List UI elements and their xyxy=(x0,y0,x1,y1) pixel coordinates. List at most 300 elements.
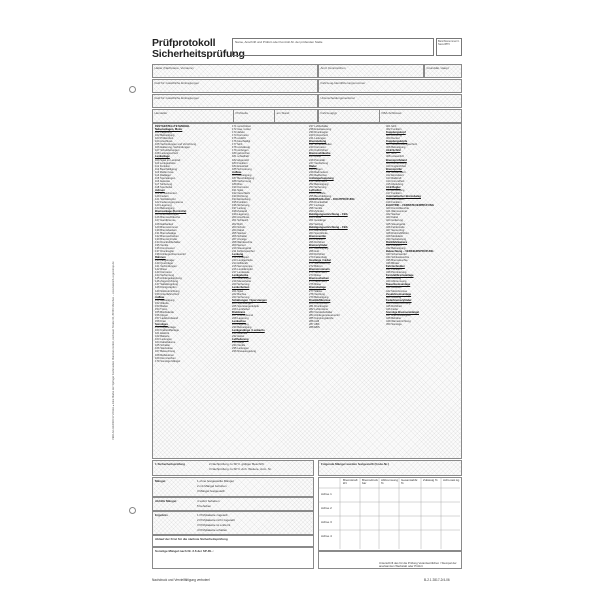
defect-item: 241 Leitungen xyxy=(309,137,327,141)
defect-item: 110 Lenkgetriebe xyxy=(155,161,176,165)
defect-item: 175 undicht xyxy=(232,137,246,141)
defect-section-heading: Luftreifen xyxy=(309,188,322,192)
manufacturer-label: Hersteller xyxy=(154,110,168,115)
tester-address-box[interactable] xyxy=(232,38,434,56)
defect-item: 439 Wirkung xyxy=(386,277,402,281)
remedy-1: 4 sofort beheben xyxy=(197,499,220,503)
defect-section-heading: Drehkranz xyxy=(232,310,246,314)
defect-item: 249 Radmuttern xyxy=(309,170,329,174)
defect-item: 418 Nachsteller xyxy=(386,198,405,202)
defect-item: 122 Federungssysteme xyxy=(155,201,184,205)
defect-item: 109 Spiel im Lenkrad xyxy=(155,158,181,162)
defect-item: 442 Motorbremse xyxy=(386,289,408,293)
tester-address-label: Name, Anschrift und Prüfort oder Kontroll-Nr. der prüfenden Stelle xyxy=(235,40,323,44)
footer-right: B-2.1 2817-2/4-06 xyxy=(424,578,450,582)
defect-item: 226 Lenkhebel xyxy=(232,307,250,311)
defect-item: 102 Befestigung xyxy=(155,134,175,138)
manufacturer-field[interactable] xyxy=(152,109,234,123)
defect-section-heading: Dauerbremsanlage xyxy=(386,283,411,287)
defect-item: 413 Radkraft xyxy=(386,176,402,180)
defect-item: 156 Kipper xyxy=(155,313,168,317)
defect-item: 150 Unterfahrschutz xyxy=(155,292,180,296)
defect-item: 151 Befestigung xyxy=(155,298,175,302)
defect-section-heading: Aufbau xyxy=(232,170,242,174)
defect-item: 260 Pedal xyxy=(309,216,322,220)
defect-item: 233 Bälge xyxy=(232,341,245,345)
defect-section-heading: Federbremszylinder xyxy=(386,298,412,302)
defect-item: 279 Befestigung xyxy=(309,295,329,299)
defect-item: 266 Dichtheit xyxy=(309,240,325,244)
defect-item: 405 Verwechslungsschutz xyxy=(386,143,418,147)
defect-item: 194 Einstellung xyxy=(232,198,251,202)
defect-item: 256 Druckabfall xyxy=(309,201,328,205)
axle-2-label: Achse 2 xyxy=(321,506,332,510)
defect-item: 436 Blinker xyxy=(386,262,400,266)
defect-section-heading: Schaltungen / Spurstangen xyxy=(232,298,267,302)
defect-item: 435 Bremsleuchte xyxy=(386,259,408,263)
defect-item: 166 Steckdose xyxy=(155,347,173,351)
defect-item: 114 Radlager xyxy=(155,173,171,177)
owner-field[interactable] xyxy=(152,64,318,78)
defect-item: 262 Seilzug xyxy=(309,222,324,226)
defect-item: 268 Hub xyxy=(309,249,320,253)
defect-column-3 xyxy=(309,125,385,455)
defect-section-heading: FESTGESTELLTE MÄNGEL xyxy=(155,125,190,128)
punch-hole-bottom xyxy=(129,507,136,514)
defect-item: 281 Druckregler xyxy=(309,304,329,308)
defect-item: 115 Spurstangen xyxy=(155,176,176,180)
plate-label: Amtl. Kennzeichen xyxy=(320,65,346,70)
defect-item: 258 Ventile xyxy=(309,207,323,211)
defect-item: 423 Kabel xyxy=(386,216,399,220)
defect-item: 209 Sensor xyxy=(232,243,246,247)
other-defects-label: Sonstige Mängel nach Nr. 2.6 der SP-RL.: xyxy=(155,549,214,553)
defect-item: 192 Verschleiß xyxy=(232,192,250,196)
defect-item: 424 Isolierung xyxy=(386,219,403,223)
result-3: 3 Prüfplakette ist entfernt xyxy=(197,523,231,527)
defect-section-heading: Lenkung xyxy=(232,252,244,256)
defect-section-heading: ELEKTRIK – FERNSTEUERPRÜFUNG xyxy=(386,204,434,208)
defect-item: 264 Sperrklinke xyxy=(309,231,328,235)
defect-section-heading: Automatischer Bremsbeleg xyxy=(386,195,421,199)
remedy-box[interactable] xyxy=(152,497,314,511)
defect-item: 121 Stoßdämpfer xyxy=(155,198,176,202)
defect-item: 448 Behälter xyxy=(386,316,402,320)
defect-item: 429 Modulator xyxy=(386,234,404,238)
test-type-text: 2 Nachprüfung zu SP lt. gültiger Beschrift. xyxy=(209,462,265,466)
defect-item: 406 Befestigung xyxy=(386,146,406,150)
defect-item: 158 Kran xyxy=(155,320,166,323)
defect-section-heading: Gestänge / Hebel xyxy=(309,259,331,263)
result-1: 1 Prüfplakette zugeteilt xyxy=(197,513,228,517)
axle-3-label: Achse 3 xyxy=(321,520,332,524)
tested-field[interactable] xyxy=(233,109,275,123)
defect-item: 415 Abstufung xyxy=(386,182,404,186)
defect-item: 219 Manschette xyxy=(232,280,252,284)
defect-item: 183 Funktion xyxy=(232,161,248,165)
defect-item: 152 Wände xyxy=(155,301,169,305)
defect-item: 119 Achsschenkel xyxy=(155,192,177,196)
defect-item: 165 Schalter xyxy=(155,344,171,348)
defect-section-heading: Bremsprüfer xyxy=(386,167,403,171)
defect-item: 182 abgenutzt xyxy=(232,158,250,162)
defect-item: 443 Wirkung xyxy=(386,295,402,299)
defect-item: 271 Nachstellung xyxy=(309,262,330,266)
defect-item: 153 Boden xyxy=(155,304,169,308)
defect-item: 273 Verschleiß xyxy=(309,271,327,275)
defect-item: 251 Verschleiß xyxy=(309,179,327,183)
defect-item: 272 Bolzen xyxy=(309,265,323,269)
defect-item: 246 Porosität xyxy=(309,158,325,162)
defect-item: 193 Dichtung xyxy=(232,195,248,199)
defect-item: 215 Servopumpe xyxy=(232,265,253,269)
defect-item: 179 verbogen xyxy=(232,149,249,153)
defect-item: 434 Schlussleuchte xyxy=(386,256,410,260)
defect-section-heading: Zusatzbremsanlage xyxy=(386,292,412,296)
defect-item: 276 Risse xyxy=(309,283,321,287)
defects-major: 3 Mängel festgestellt xyxy=(197,489,225,493)
defect-item: 126 Bremsschläuche xyxy=(155,216,181,220)
defect-section-heading: Feststellbremsanlage xyxy=(386,274,414,278)
defect-item: 187 Beschädigung xyxy=(232,176,255,180)
defect-item: 274 Risse xyxy=(309,274,321,278)
defect-item: 220 Sicherung xyxy=(232,283,250,287)
signature-label: Unterschrift des für die Prüfung Verantwortlichen / Stempel der anerkannten Werkstatt oder Prüfort xyxy=(379,561,457,569)
defect-section-heading: Lenkgestänge / Lenkachs xyxy=(232,329,265,333)
defect-item: 285 Kupplungsköpfe xyxy=(309,316,334,320)
defect-item: 440 Abbremsung xyxy=(386,280,407,284)
defect-item: 261 Gestänge xyxy=(309,219,326,223)
defect-section-heading: Rahmen xyxy=(155,256,166,260)
defect-item: 112 Beschädigung xyxy=(155,167,178,171)
defect-item: 201 Schlauch xyxy=(232,219,249,223)
title-line-1: Prüfprotokoll xyxy=(152,37,216,49)
defect-section-heading: Anhängerkupplung xyxy=(309,176,334,180)
defect-item: 140 Querträger xyxy=(155,262,174,266)
defect-section-heading: BREMSANLAGE – DICHTPRÜFUNG xyxy=(309,198,355,202)
defect-section-heading: Bremsscheiben xyxy=(309,277,330,281)
defect-item: 283 Vorratsbehälter xyxy=(309,310,333,314)
checkbox-label: Unterscheidungsmerkmal xyxy=(320,95,355,100)
defect-item: 408 unleserlich xyxy=(386,155,405,159)
defect-item: 185 Schmierung xyxy=(232,167,252,171)
defect-item: 286 ALB xyxy=(309,320,320,323)
defect-item: 407 fehlt xyxy=(386,152,397,156)
defect-item: 414 Unrundheit xyxy=(386,179,405,183)
defect-item: 239 Druckregler xyxy=(309,131,329,135)
defect-item: 160 Kraftstoffanlage xyxy=(155,329,180,333)
extra-field-1-label: Feld für zusätzliche Eintragungen xyxy=(154,80,200,85)
defect-item: 113 Reifen lose xyxy=(155,170,174,174)
defect-item: 210 Steuergerät xyxy=(232,246,252,250)
kba-field[interactable] xyxy=(379,109,462,123)
defect-item: 211 Fehlerspeicher xyxy=(232,249,255,253)
defect-item: 227 Drehschemel xyxy=(232,313,254,317)
defect-item: 441 Retarder xyxy=(386,286,402,290)
defect-item: 101 Lagerung xyxy=(155,131,172,135)
defect-item: 254 Profiltiefe xyxy=(309,192,326,196)
defect-item: 173 defekt xyxy=(232,131,245,135)
defect-item: 171 verschoben xyxy=(232,125,252,128)
result-2: 2 Prüfplakette nicht zugeteilt xyxy=(197,518,235,522)
defect-item: 177 fehlt xyxy=(232,143,243,147)
defect-section-heading: Sonstige Bremsenmängel xyxy=(386,310,420,314)
defect-item: 167 Beleuchtung xyxy=(155,350,176,354)
side-text: VERLAG HEINRICH VOGEL ▸ Eine Marke der Springer Fachmedien München GmbH, Aschauer Straße 30, 81549 München – www.heinrich-vogel-shop.de xyxy=(112,261,115,440)
defect-item: 169 Kennzeichen xyxy=(155,356,176,360)
defect-item: 229 Lagerung xyxy=(232,323,249,327)
defect-item: 190 Korrosion xyxy=(232,185,249,189)
defect-item: 243 Korrosion xyxy=(309,146,326,150)
defect-item: 162 Batterie xyxy=(155,335,170,339)
defect-item: 288 EBS xyxy=(309,326,320,330)
defect-item: 217 Lenksäule xyxy=(232,271,250,275)
defect-item: 206 Schalter xyxy=(232,234,248,238)
defect-item: 235 Leitungen xyxy=(232,347,250,351)
defect-item: 287 ABS xyxy=(309,323,320,327)
defect-item: 230 Befestigung xyxy=(232,326,252,330)
defect-item: 107 Schutzleitungen xyxy=(155,149,180,153)
defect-item: 252 Befestigung xyxy=(309,182,329,186)
defect-item: 176 beschädigt xyxy=(232,140,251,144)
defect-item: 421 Warnsummer xyxy=(386,210,408,214)
defect-section-heading: Achsen xyxy=(155,188,165,192)
defect-item: 240 Frostschutz xyxy=(309,134,329,138)
defect-item: 125 Bremsleitungen xyxy=(155,213,179,217)
vin-label: Fahrzeug-Identifizierungsnummer xyxy=(320,80,366,85)
defect-item: 236 Niveauregelung xyxy=(232,350,257,354)
defect-item: 116 Gelenke xyxy=(155,179,171,183)
extra-field-2-label: Feld für zusätzliche Eintragungen xyxy=(154,95,200,100)
defect-item: 450 Sonstige xyxy=(386,323,402,327)
punch-hole-top xyxy=(129,86,136,93)
defect-item: 253 Sicherung xyxy=(309,185,327,189)
defect-item: 184 Ersatzteil xyxy=(232,164,249,168)
report-number-label: Berichtsnummer lt. SecurPPV xyxy=(438,40,460,46)
defect-item: 195 Funktion xyxy=(232,201,248,205)
defect-item: 265 Funktion xyxy=(309,237,325,241)
defect-item: 146 Zugvorrichtung xyxy=(155,280,179,284)
defect-section-heading: Fahrtschreiber xyxy=(386,265,405,269)
vin-field[interactable] xyxy=(318,79,462,93)
defect-item: 428 Drehzahlfühler xyxy=(386,231,409,235)
defect-item: 444 Lösevorrichtung xyxy=(386,301,411,305)
defect-item: 137 Druckregler xyxy=(155,249,175,253)
defect-item: 161 Elektrik xyxy=(155,332,170,336)
defect-section-heading: Lenkgelenke xyxy=(232,274,249,278)
followup-box[interactable] xyxy=(318,460,462,476)
defect-item: 250 Radbolzen xyxy=(309,173,328,177)
defect-item: 170 Sonstige Mängel xyxy=(155,359,181,363)
defect-item: 128 Haltbarkeit xyxy=(155,222,174,226)
defect-item: 154 Türen xyxy=(155,307,168,311)
result-box[interactable] xyxy=(152,511,314,535)
defect-item: 401 fehlt xyxy=(386,125,397,128)
defect-section-heading: Bremsbeläge xyxy=(309,286,326,290)
defect-item: 145 Anhängekupplung xyxy=(155,277,182,281)
defect-item: 404 Deckel xyxy=(386,137,400,141)
measure-header-2: Abbremsung % xyxy=(381,478,399,486)
defect-item: 143 Korrosion xyxy=(155,271,172,275)
defect-item: 225 Spurstangenköpfe xyxy=(232,304,260,308)
defect-item: 447 Bremsflüssigkeit xyxy=(386,313,411,317)
defect-item: 280 Kompressor xyxy=(309,301,329,305)
defect-item: 270 Faltenbalg xyxy=(309,256,327,260)
defect-section-heading: Bremsleitung xyxy=(309,140,327,144)
date-field[interactable] xyxy=(274,109,318,123)
defect-item: 449 Warneinrichtung xyxy=(386,320,411,323)
defect-item: 213 Lenkgetriebe xyxy=(232,259,253,263)
defect-item: 123 Lagerung xyxy=(155,204,172,208)
defect-item: 432 Befestigung xyxy=(386,246,406,250)
defect-item: 205 Stecker xyxy=(232,231,247,235)
defect-item: 199 Lagerung xyxy=(232,213,249,217)
defect-item: 159 Abgasanlage xyxy=(155,326,176,330)
defect-item: 426 Fehlercode xyxy=(386,225,405,229)
defect-section-heading: Beleuchtung – VERKEHRSPRÜFUNG xyxy=(386,249,434,253)
defect-item: 105 Verbindungen und Verrohrung xyxy=(155,143,197,147)
defect-item: 157 Ladebordwand xyxy=(155,316,179,320)
followup-label: Folgende Mängel wurden festgestellt (Code-Nr.) xyxy=(321,462,390,466)
checkbox-field[interactable] xyxy=(318,94,462,108)
defect-item: 147 Sattelkupplung xyxy=(155,283,179,287)
extra-field-1[interactable] xyxy=(152,79,318,93)
defect-section-heading: Bremsprüfstand xyxy=(386,158,407,162)
defect-item: 131 Bremsbeläge xyxy=(155,231,177,235)
defect-section-heading: Kupplungsköpfe xyxy=(386,140,408,144)
defect-item: 244 Undichtheit xyxy=(309,149,328,153)
deadline-box[interactable] xyxy=(152,535,314,547)
defect-section-heading: Rückfahrkamera xyxy=(386,240,408,244)
defects-box[interactable] xyxy=(152,477,314,497)
defect-item: 132 Bremsscheiben xyxy=(155,234,179,238)
reference-field[interactable] xyxy=(424,64,462,78)
defect-item: 144 Verformung xyxy=(155,274,175,278)
defect-section-heading: Aufbau xyxy=(155,295,165,299)
defect-item: 232 Hebel xyxy=(232,335,245,339)
defect-item: 409 Abbremsung xyxy=(386,161,407,165)
type-label: Fahrzeugtyp xyxy=(320,110,338,115)
defects-label: Mängel xyxy=(155,479,166,483)
defect-item: 237 Luftbehälter xyxy=(309,125,329,128)
defect-section-heading: ALB-Schild xyxy=(386,149,401,153)
defect-column-2 xyxy=(232,125,308,455)
defect-item: 267 Befestigung xyxy=(309,246,329,250)
defect-item: 437 Funktion xyxy=(386,268,402,272)
result-label: Ergebnis xyxy=(155,513,168,517)
defect-item: 420 Kontrollleuchte xyxy=(386,207,410,211)
owner-label: Halter (Nachname, Vorname) xyxy=(154,65,194,70)
defects-minor: 2 mit Mängel behoben xyxy=(197,484,227,488)
defect-column-4 xyxy=(386,125,460,455)
defect-item: 278 Verölung xyxy=(309,292,325,296)
defect-item: 117 Sicherung xyxy=(155,182,173,186)
other-defects-box[interactable] xyxy=(152,547,314,569)
defect-item: 186 Befestigung xyxy=(232,173,252,177)
test-type-label: 1 Sicherheitsprüfung xyxy=(155,462,186,466)
defect-item: 433 Scheinwerfer xyxy=(386,252,407,256)
defect-item: 181 schadhaft xyxy=(232,155,249,159)
defect-item: 275 Verschleiß xyxy=(309,280,327,284)
defect-item: 202 Rohr xyxy=(232,222,244,226)
defect-item: 155 Bordwände xyxy=(155,310,174,314)
defect-item: 208 Warnleuchte xyxy=(232,240,253,244)
defect-item: 149 Stützeinrichtung xyxy=(155,289,180,293)
plate-field[interactable] xyxy=(318,64,424,78)
defect-item: 188 Verformung xyxy=(232,179,252,183)
extra-field-2[interactable] xyxy=(152,94,318,108)
defect-item: 221 Spiel xyxy=(232,289,244,293)
measure-header-3: Gesamtabbr. % xyxy=(401,478,419,486)
defect-item: 103 Prüfeinheit xyxy=(155,137,174,141)
defect-item: 163 Leitungen xyxy=(155,338,173,342)
defect-item: 216 Lenkdämpfer xyxy=(232,268,253,272)
title-line-2: Sicherheitsprüfung xyxy=(152,47,245,60)
defect-section-heading: Lenkerbolzen xyxy=(232,286,250,290)
defect-item: 204 Kabel xyxy=(232,228,245,232)
defect-item: 223 Sicherung xyxy=(232,295,250,299)
publisher-side-text xyxy=(112,180,122,440)
defect-section-heading: Druckluftbremse xyxy=(309,298,331,302)
defect-item: 427 Sensorring xyxy=(386,228,405,232)
defect-item: 148 Königszapfen xyxy=(155,286,177,290)
type-field[interactable] xyxy=(318,109,380,123)
defect-item: 422 Stecker xyxy=(386,213,401,217)
defect-item: 124 Befestigung xyxy=(155,207,175,211)
defect-item: 197 Leitung xyxy=(232,207,247,211)
defect-item: 212 Lenkspiel xyxy=(232,256,249,260)
defect-item: 222 Buchse xyxy=(232,292,247,296)
defect-item: 191 Spiel xyxy=(232,188,244,192)
defect-item: 419 Funktion xyxy=(386,201,402,205)
defect-item: 134 Druckluftbehälter xyxy=(155,240,181,244)
defect-item: 269 Dichtheit xyxy=(309,252,325,256)
defect-item: 141 Verbindungen xyxy=(155,265,177,269)
defect-item: 189 Riss xyxy=(232,182,243,186)
defect-item: 178 unzulässig xyxy=(232,146,250,150)
defect-item: 238 Entwässerung xyxy=(309,128,332,132)
defect-item: 142 Risse xyxy=(155,268,167,272)
date-label: am Stand xyxy=(276,110,290,115)
reference-label: Grunddat. Haupt xyxy=(426,65,449,70)
defect-item: 411 Gesamtwert xyxy=(386,170,406,174)
defect-item: 234 Ventile xyxy=(232,344,246,348)
defect-item: 172 lose, locker xyxy=(232,128,251,132)
defect-item: 417 Funktion xyxy=(386,192,402,196)
defect-section-heading: Lenkanlage xyxy=(155,155,170,159)
signature-box[interactable] xyxy=(318,551,462,569)
remedy-2: 5 behoben xyxy=(197,504,212,508)
defect-section-heading: Luftfederung xyxy=(232,338,249,342)
defect-item: 133 Bremszylinder xyxy=(155,237,178,241)
defect-section-heading: Lenkachse xyxy=(232,320,246,323)
defect-section-heading: Räder xyxy=(309,164,317,168)
defect-item: 255 Beschädigung xyxy=(309,195,332,199)
defect-section-heading: Bremsschläuche xyxy=(309,152,331,156)
defect-item: 425 Steuergerät xyxy=(386,222,406,226)
report-number-box[interactable] xyxy=(436,38,462,56)
measure-header-4: Zulässig % xyxy=(423,478,438,482)
defect-item: 196 Sicherung xyxy=(232,204,250,208)
test-type-box[interactable] xyxy=(152,460,314,476)
defect-item: 277 Stärke xyxy=(309,289,322,293)
defect-item: 104 Anschluss xyxy=(155,140,173,144)
measure-header-5: Achs-last kg xyxy=(443,478,460,482)
defect-section-heading: Bremszylinder xyxy=(309,243,328,247)
defect-item: 111 Funktion xyxy=(155,164,171,168)
defect-section-heading: Bremsventile xyxy=(309,234,326,238)
defect-item: 120 Federn xyxy=(155,195,169,199)
